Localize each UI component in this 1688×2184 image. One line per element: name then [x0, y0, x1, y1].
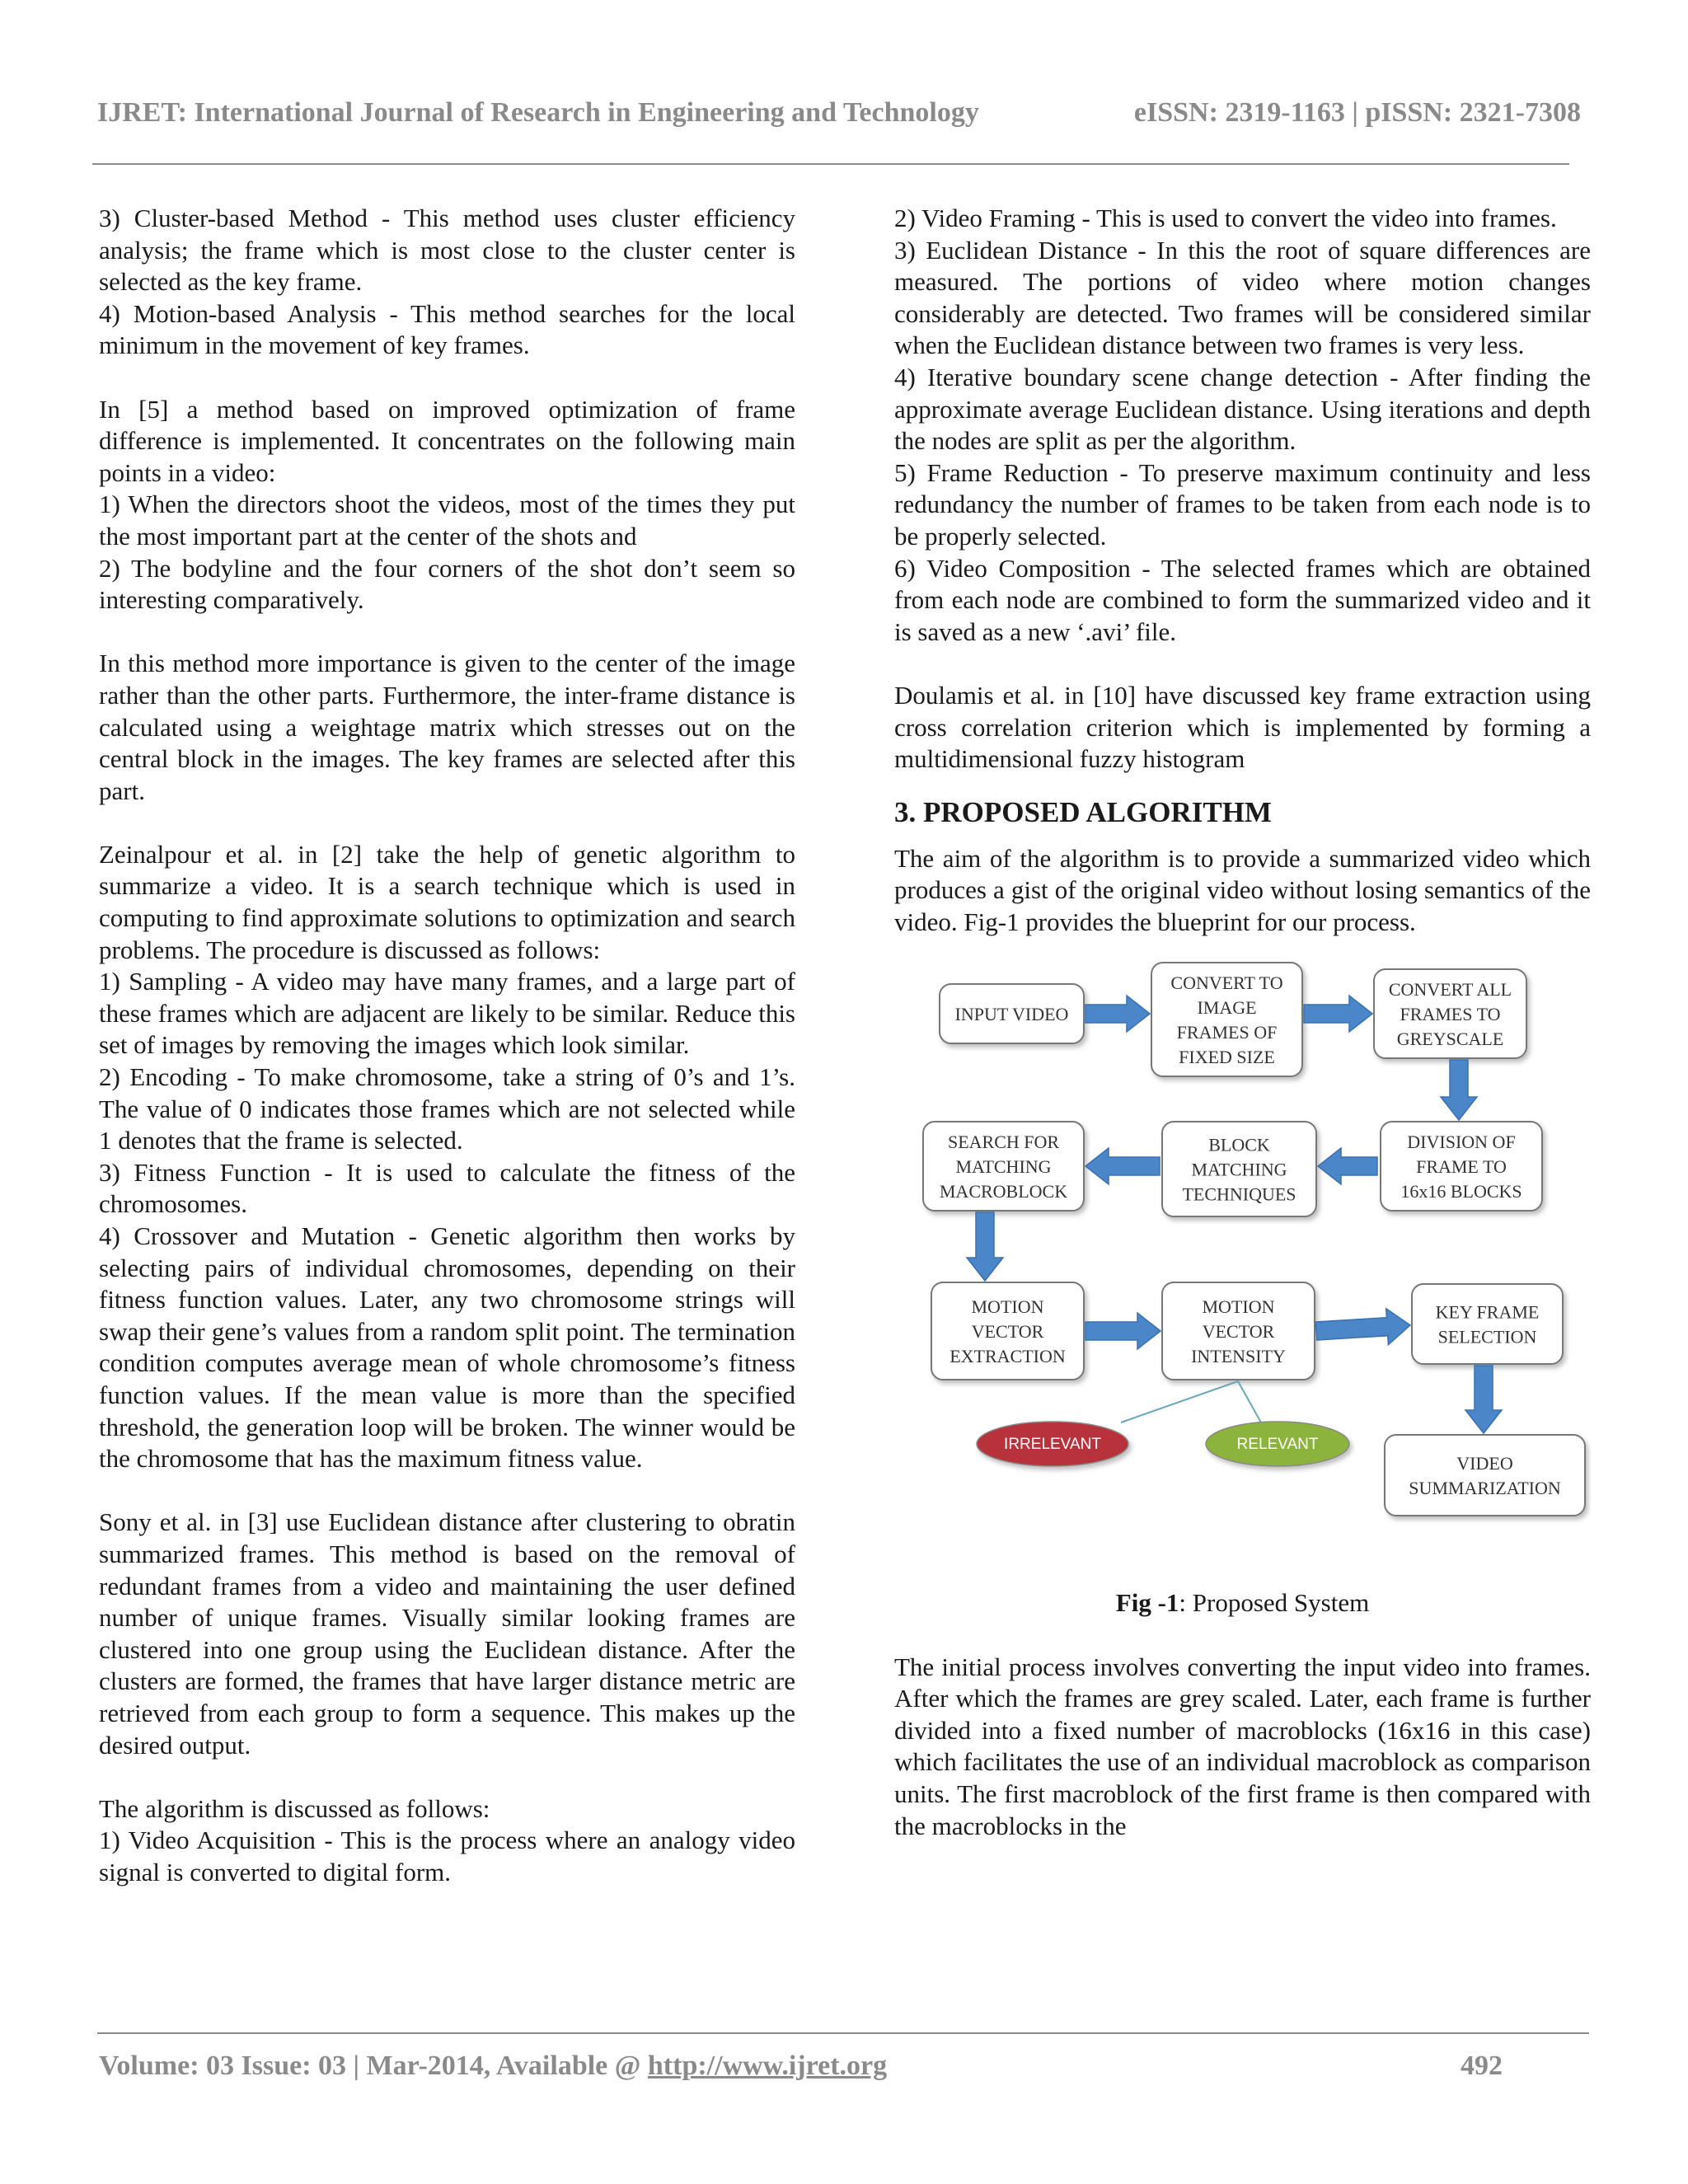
flow-box-label: TECHNIQUES	[1182, 1183, 1296, 1205]
flow-box-video-summ	[1385, 1435, 1585, 1516]
paragraph: The aim of the algorithm is to provide a summarized video which produces a gist of the original video without losing semantics of the video. Fig-1 provides the blueprint for our process.	[894, 843, 1591, 936]
flow-box-label: MACROBLOCK	[939, 1181, 1068, 1202]
flow-box-label: FRAMES OF	[1176, 1022, 1278, 1043]
volume-text: Volume: 03 Issue: 03 | Mar-2014, Available @	[99, 2050, 648, 2081]
journal-link[interactable]: http://www.ijret.org	[647, 2050, 888, 2081]
paragraph: 3) Fitness Function - It is used to calculate the fitness of the chromosomes.	[99, 1157, 795, 1219]
flow-arrow	[1085, 996, 1150, 1032]
paragraph: 4) Motion-based Analysis - This method searches for the local minimum in the movement of key frames.	[99, 298, 795, 360]
footer-volume	[99, 2050, 887, 2082]
paragraph: Sony et al. in [3] use Euclidean distance after clustering to obratin summarized frames. This method is based on the removal of redundant frames from a video and maintaining the user defined number of unique frames. Visually similar looking frames are clustered into one group using the Euclidean distance. After the clusters are formed, the frames that have larger distance metric are retrieved from each group to form a sequence. This makes up the desired output.	[99, 1507, 795, 1760]
caption-text: : Proposed System	[1179, 1588, 1370, 1618]
paragraph: Zeinalpour et al. in [2] take the help of genetic algorithm to summarize a video. It is a search technique which is used in computing to find approximate solutions to optimization and search problems. The procedure is discussed as follows:	[99, 839, 795, 964]
flow-box-convert-image	[1151, 963, 1302, 1076]
paragraph: In this method more importance is given to the center of the image rather than the other parts. Furthermore, the inter-frame distance is calculated using a weightage matrix which stresses out on the central block in the images. The key frames are selected after this part.	[99, 649, 795, 805]
issn-info: eISSN: 2319-1163 | pISSN: 2321-7308	[1133, 97, 1581, 128]
connector-line	[1238, 1381, 1261, 1422]
oval-label: RELEVANT	[1236, 1436, 1319, 1454]
flow-box-label: SEARCH FOR	[947, 1132, 1060, 1153]
section-heading: 3. PROPOSED ALGORITHM	[894, 795, 1272, 828]
paragraph: Doulamis et al. in [10] have discussed key frame extraction using cross correlation criterion which is implemented by forming a multidimensional fuzzy histogram	[894, 680, 1591, 774]
flow-box-label: MOTION	[971, 1296, 1044, 1318]
paragraph: 2) Video Framing - This is used to convert the video into frames.	[894, 204, 1557, 232]
flow-box-label: GREYSCALE	[1396, 1029, 1504, 1050]
left-column	[99, 203, 795, 1888]
flow-arrow	[1318, 1148, 1377, 1184]
flow-box-label: MATCHING	[1191, 1159, 1287, 1180]
flow-box-label: DIVISION OF	[1407, 1132, 1516, 1153]
flow-box-input-video	[940, 984, 1084, 1043]
paragraph: 1) Video Acquisition - This is the process where an analogy video signal is converted to digital form.	[99, 1825, 795, 1886]
flowchart-svg	[894, 961, 1591, 1587]
paragraph: 2) Encoding - To make chromosome, take a string of 0’s and 1’s. The value of 0 indicates those frames which are not selected while 1 denotes that the frame is selected.	[99, 1062, 795, 1155]
flow-box-label: MOTION	[1202, 1296, 1275, 1318]
flow-arrow	[1085, 1148, 1160, 1184]
paragraph: 2) The bodyline and the four corners of the shot don’t seem so interesting comparatively.	[99, 553, 795, 615]
flow-box-search-macro	[923, 1122, 1084, 1211]
paragraph: 4) Crossover and Mutation - Genetic algorithm then works by selecting pairs of individual chromosomes, depending on their fitness function values. Later, any two chromosome strings will swap their gene’s values from a random split point. The termination condition computes average mean of whole chromosome’s fitness function values. If the mean value is more than the specified threshold, the generation loop will be broken. The winner would be the chromosome that has the maximum fitness value.	[99, 1221, 795, 1474]
paragraph: 6) Video Composition - The selected frames which are obtained from each node are combined to form the summarized video and it is saved as a new ‘.avi’ file.	[894, 553, 1591, 646]
page-number: 492	[1461, 2050, 1503, 2081]
oval-label: IRRELEVANT	[1004, 1436, 1101, 1454]
flow-box-label: INPUT VIDEO	[954, 1004, 1069, 1025]
flow-box-label: VECTOR	[971, 1321, 1044, 1343]
flow-box-mv-extraction	[931, 1282, 1084, 1380]
paragraph: 4) Iterative boundary scene change detection - After finding the approximate average Euclidean distance. Using iterations and depth the nodes are split as per the algorithm.	[894, 362, 1591, 456]
paragraph: 5) Frame Reduction - To preserve maximum continuity and less redundancy the number of frames to be taken from each node is to be properly selected.	[894, 457, 1591, 551]
flow-box-label: VIDEO	[1456, 1453, 1513, 1474]
caption-label: Fig -1	[1115, 1588, 1179, 1618]
flow-arrow	[1085, 1313, 1160, 1349]
flow-box-label: SUMMARIZATION	[1409, 1478, 1561, 1499]
oval-relevant	[1206, 1422, 1349, 1466]
flow-box-label: MATCHING	[955, 1156, 1052, 1178]
flow-arrow	[967, 1212, 1003, 1281]
paragraph: 3) Euclidean Distance - In this the root of square differences are measured. The portions of video where motion changes considerably are detected. Two frames will be considered similar when the Euclidean distance between two frames is very less.	[894, 235, 1591, 360]
flow-box-label: SELECTION	[1437, 1326, 1537, 1347]
running-header	[97, 97, 1581, 135]
paragraph: 1) Sampling - A video may have many frames, and a large part of these frames which are adjacent are likely to be similar. Reduce this set of images by removing the images which look similar.	[99, 967, 795, 1060]
flow-arrow	[1441, 1060, 1477, 1120]
flow-box-label: FIXED SIZE	[1179, 1047, 1275, 1068]
flow-box-convert-grey	[1374, 969, 1526, 1058]
journal-title: IJRET: International Journal of Research in Engineering and Technology	[97, 97, 979, 128]
flow-box-key-frame	[1412, 1284, 1563, 1364]
flow-box-block-matching	[1162, 1122, 1316, 1216]
footer-rule	[97, 2032, 1589, 2034]
paragraph: The initial process involves converting the input video into frames. After which the frames are grey scaled. Later, each frame is further divided into a fixed number of macroblocks (16x16 in this case) which facilitates the use of an individual macroblock as comparison units. The first macroblock of the first frame is then compared with the macroblocks in the	[894, 1652, 1591, 1840]
flow-box-mv-intensity	[1162, 1282, 1315, 1380]
flow-box-label: IMAGE	[1197, 997, 1257, 1019]
header-rule	[92, 163, 1569, 165]
flow-arrow	[1304, 996, 1372, 1032]
flow-arrow	[1465, 1366, 1502, 1433]
flow-box-label: CONVERT ALL	[1388, 979, 1512, 1001]
flow-box-label: CONVERT TO	[1170, 972, 1283, 994]
figure-caption	[894, 1587, 1591, 1619]
paragraph: 3) Cluster-based Method - This method uses cluster efficiency analysis; the frame which is most close to the cluster center is selected as the key frame.	[99, 204, 795, 297]
flow-box-label: EXTRACTION	[950, 1346, 1066, 1367]
flow-arrow	[1315, 1309, 1410, 1345]
flow-box-label: KEY FRAME	[1435, 1301, 1540, 1323]
oval-irrelevant	[977, 1422, 1128, 1466]
paragraph: The algorithm is discussed as follows:	[99, 1793, 490, 1823]
paragraph: In [5] a method based on improved optimization of frame difference is implemented. It concentrates on the following main points in a video:	[99, 394, 795, 487]
right-column	[894, 203, 1591, 1842]
flow-box-label: BLOCK	[1208, 1134, 1270, 1155]
flow-box-division	[1381, 1122, 1542, 1211]
flowchart-figure	[894, 961, 1591, 1587]
running-footer	[99, 2050, 1503, 2088]
connector-line	[1121, 1381, 1238, 1422]
flow-box-label: INTENSITY	[1191, 1346, 1286, 1367]
flow-box-label: 16x16 BLOCKS	[1400, 1181, 1522, 1202]
flow-box-label: VECTOR	[1202, 1321, 1275, 1343]
flow-box-label: FRAMES TO	[1400, 1004, 1501, 1025]
flow-box-label: FRAME TO	[1416, 1156, 1507, 1178]
paragraph: 1) When the directors shoot the videos, most of the times they put the most important part at the center of the shots and	[99, 490, 795, 551]
